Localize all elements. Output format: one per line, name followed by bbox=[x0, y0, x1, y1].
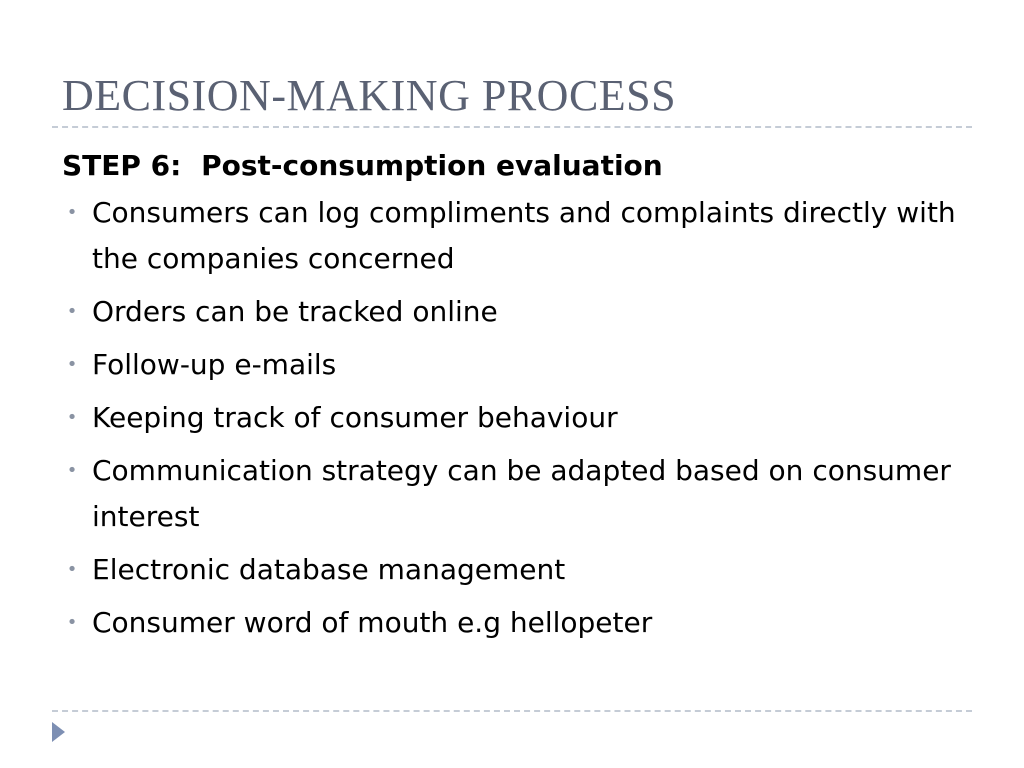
list-item bbox=[62, 600, 962, 646]
list-item-text: Communication strategy can be adapted based on consumer interest bbox=[92, 454, 951, 533]
bullet-icon: • bbox=[66, 301, 78, 322]
title-divider bbox=[52, 126, 972, 128]
bullet-icon: • bbox=[66, 460, 78, 481]
list-item-text: Consumer word of mouth e.g hellopeter bbox=[92, 606, 653, 639]
slide-title: DECISION-MAKING PROCESS bbox=[62, 71, 677, 120]
list-item-text: Consumers can log compliments and complaints directly with the companies concerned bbox=[92, 196, 956, 275]
list-item-text: Electronic database management bbox=[92, 553, 566, 586]
list-item bbox=[62, 342, 962, 388]
slide-content bbox=[62, 144, 962, 653]
list-item-text: Keeping track of consumer behaviour bbox=[92, 401, 618, 434]
bullet-icon: • bbox=[66, 354, 78, 375]
list-item-text: Orders can be tracked online bbox=[92, 295, 498, 328]
bullet-icon: • bbox=[66, 612, 78, 633]
list-item bbox=[62, 547, 962, 593]
footer-divider bbox=[52, 710, 972, 712]
list-item bbox=[62, 395, 962, 441]
play-triangle-icon[interactable] bbox=[52, 722, 65, 742]
step-title: Post-consumption evaluation bbox=[201, 149, 663, 182]
list-item bbox=[62, 289, 962, 335]
step-label: STEP 6: bbox=[62, 149, 182, 182]
bullet-icon: • bbox=[66, 559, 78, 580]
step-heading bbox=[62, 144, 962, 188]
list-item bbox=[62, 190, 962, 282]
list-item bbox=[62, 448, 962, 540]
bullet-icon: • bbox=[66, 202, 78, 223]
bullet-list bbox=[62, 190, 962, 646]
list-item-text: Follow-up e-mails bbox=[92, 348, 337, 381]
bullet-icon: • bbox=[66, 407, 78, 428]
